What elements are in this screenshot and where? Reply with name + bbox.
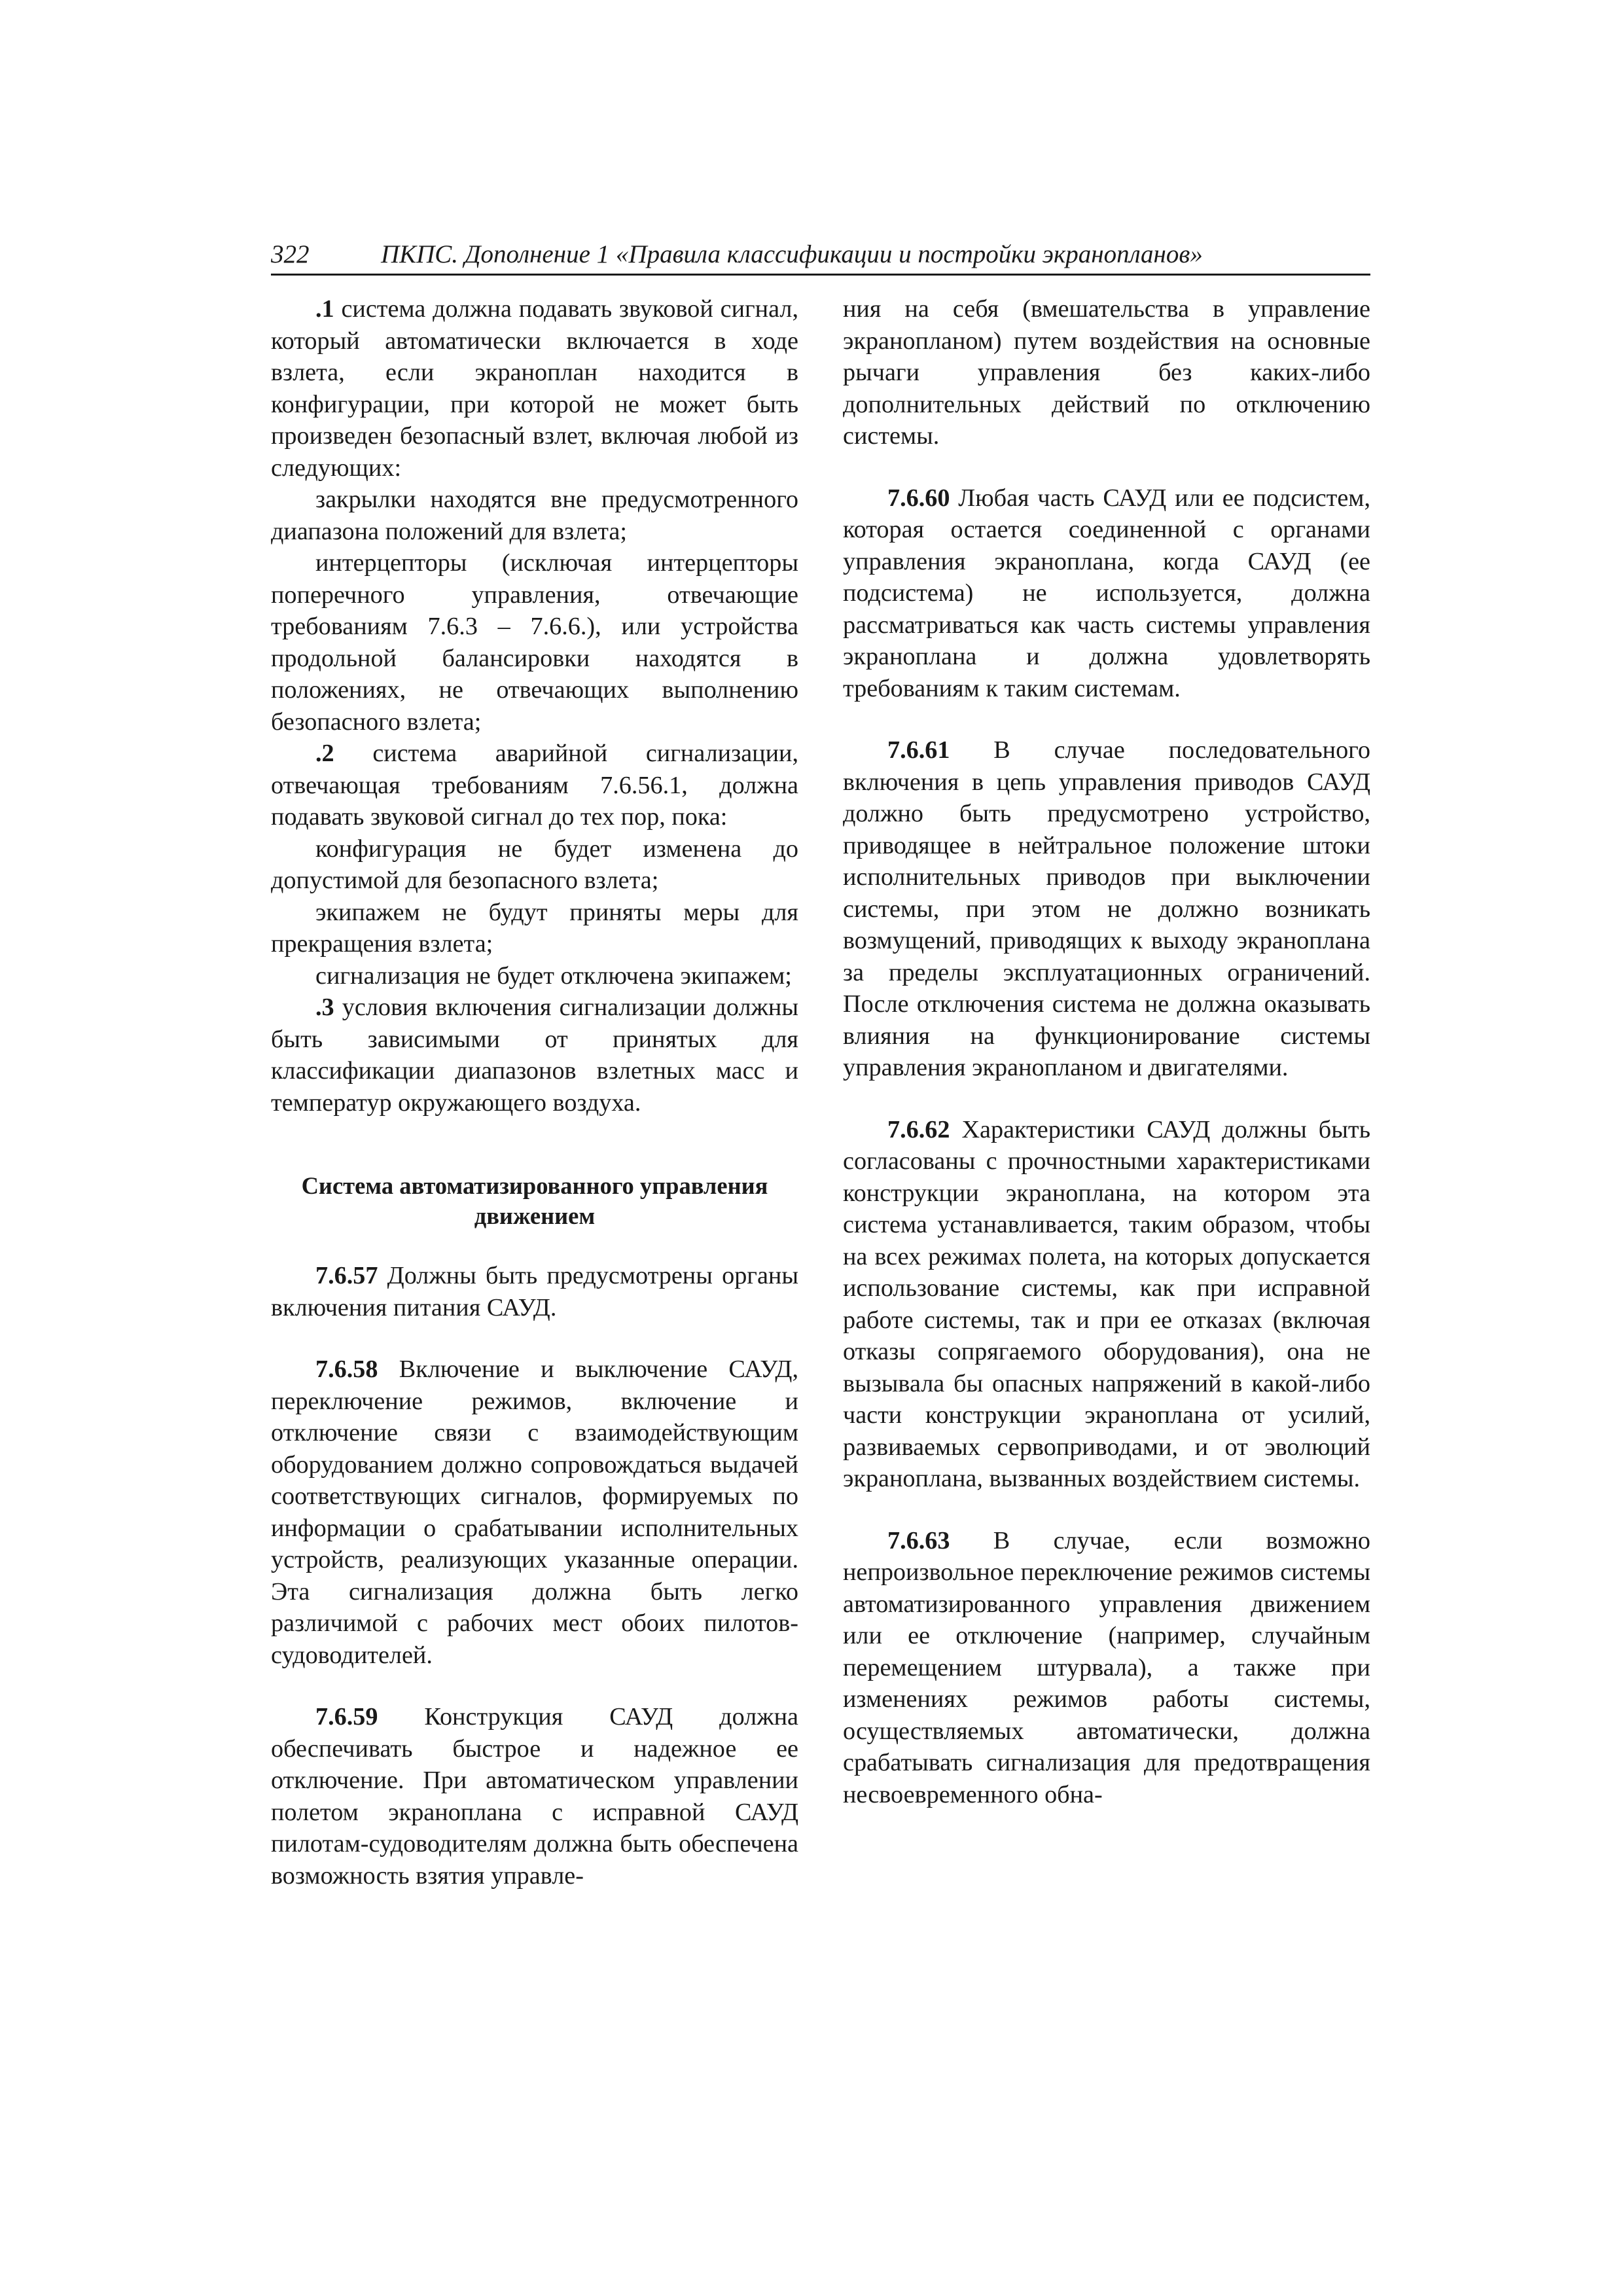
running-title: ПКПС. Дополнение 1 «Правила классификации и постройки экранопланов» [381, 240, 1203, 268]
paragraph-crew-measures: экипажем не будут приняты меры для прекращения взлета; [271, 898, 798, 958]
paragraph-7-6-60 [843, 482, 1370, 705]
paragraph-text: В случае последовательного включения в цепь управления приводов САУД должно быть предусмотрено устройство, приводящее в нейтральное положение штоки исполнительных приводов при выключении системы, при этом не должно возникать возмущений, приводящих к выходу экраноплана за пределы эксплуатационных ограничений. После отключения система не должна оказывать влияния на функционирование системы управления экранопланом и двигателями. [843, 736, 1370, 1081]
paragraph-interceptors: интерцепторы (исключая интерцепторы поперечного управления, отвечающие требованиям 7.6.3 – 7.6.6.), или устройства продольной балансировки находятся в положениях, не отвечающих выполнению безопасного взлета; [271, 549, 798, 736]
item-number: .1 [315, 295, 334, 323]
clause-number: 7.6.60 [887, 484, 950, 512]
right-column [843, 293, 1370, 1810]
paragraph-text: Включение и выключение САУД, переключение режимов, включение и отключение связи с взаимодействующим оборудованием должно сопровождаться выдачей соответствующих сигналов, формируемых по информации о срабатывании исполнительных устройств, реализующих указанные операции. Эта сигнализация должна быть легко различимой с рабочих мест обоих пилотов-судоводителей. [271, 1355, 798, 1669]
paragraph-text: Характеристики САУД должны быть согласованы с прочностными характеристиками конструкции экраноплана, на котором эта система устанавливается, таким образом, чтобы на всех режимах полета, на которых допускается использование системы, как при исправной работе системы, так и при ее отказах (включая отказы сопрягаемого оборудования), она не вызывала бы опасных напряжений в какой-либо части конструкции экраноплана от усилий, развиваемых сервоприводами, и от эволюций экраноплана, вызванных воздействием системы. [843, 1115, 1370, 1492]
paragraph-7-6-58 [271, 1354, 798, 1671]
paragraph-alarm-off: сигнализация не будет отключена экипажем; [315, 961, 792, 990]
clause-number: 7.6.58 [315, 1355, 378, 1383]
paragraph-7-6-57 [271, 1260, 798, 1323]
paragraph-text: В случае, если возможно непроизвольное переключение режимов системы автоматизированного управления движением или ее отключение (например, случайным перемещением штурвала), а также при изменениях режимов работы системы, осуществляемых автоматически, должна срабатывать сигнализация для предотвращения несвоевременного обна- [843, 1526, 1370, 1808]
paragraph-item-2 [271, 738, 798, 833]
paragraph-7-6-61 [843, 734, 1370, 1084]
paragraph-text: система должна подавать звуковой сигнал, который автоматически включается в ходе взлета, если экраноплан находится в конфигурации, при которой не может быть произведен безопасный взлет, включая любой из следующих: [271, 295, 798, 482]
paragraph-text: Любая часть САУД или ее подсистем, которая остается соединенной с органами управления экраноплана, когда САУД (ее подсистема) не используется, должна рассматриваться как часть системы управления экраноплана и должна удовлетворять требованиям к таким системам. [843, 484, 1370, 702]
page-number: 322 [271, 240, 310, 268]
paragraph-text: Должны быть предусмотрены органы включения питания САУД. [271, 1262, 798, 1321]
clause-number: 7.6.57 [315, 1262, 378, 1289]
paragraph-item-1 [271, 293, 798, 484]
paragraph-text: условия включения сигнализации должны быть зависимыми от принятых для классификации диапазонов взлетных масс и температур окружающего воздуха. [271, 994, 798, 1117]
paragraph-7-6-59-continued: ния на себя (вмешательства в управление экранопланом) путем воздействия на основные рычаги управления без каких-либо дополнительных действий по отключению системы. [843, 295, 1370, 450]
paragraph-item-3 [271, 992, 798, 1119]
paragraph-text: система аварийной сигнализации, отвечающая требованиям 7.6.56.1, должна подавать звуковой сигнал до тех пор, пока: [271, 740, 798, 831]
item-number: .2 [315, 740, 334, 767]
page-header [271, 236, 1370, 276]
clause-number: 7.6.61 [887, 736, 950, 764]
paragraph-7-6-63 [843, 1525, 1370, 1811]
left-column [271, 293, 798, 1892]
item-number: .3 [315, 994, 334, 1021]
paragraph-text: Конструкция САУД должна обеспечивать быстрое и надежное ее отключение. При автоматическом управлении полетом экраноплана с исправной САУД пилотам-судоводителям должна быть обеспечена возможность взятия управле- [271, 1703, 798, 1890]
clause-number: 7.6.63 [887, 1526, 950, 1554]
clause-number: 7.6.62 [887, 1115, 950, 1143]
paragraph-7-6-62 [843, 1114, 1370, 1495]
clause-number: 7.6.59 [315, 1703, 378, 1731]
paragraph-configuration: конфигурация не будет изменена до допустимой для безопасного взлета; [271, 834, 798, 894]
paragraph-7-6-59 [271, 1701, 798, 1892]
paragraph-flaps: закрылки находятся вне предусмотренного диапазона положений для взлета; [271, 486, 798, 545]
section-heading: Система автоматизированного управления движением [301, 1172, 768, 1229]
